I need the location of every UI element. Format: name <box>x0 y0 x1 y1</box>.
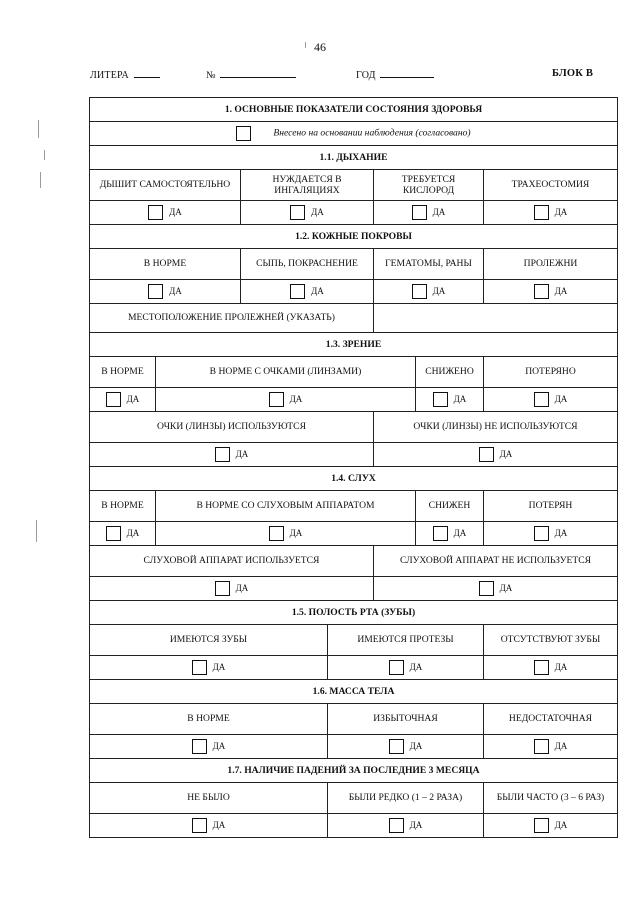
scan-mark <box>44 150 45 160</box>
mouth-yes-cell <box>90 656 328 680</box>
yes-label: ДА <box>289 528 303 539</box>
checkbox[interactable] <box>269 526 284 541</box>
breathing-title: 1.1. ДЫХАНИЕ <box>90 146 618 170</box>
hearing-aid-used-label: СЛУХОВОЙ АППАРАТ ИСПОЛЬЗУЕТСЯ <box>90 546 374 577</box>
yes-label: ДА <box>311 207 324 218</box>
glasses-used-label: ОЧКИ (ЛИНЗЫ) ИСПОЛЬЗУЮТСЯ <box>90 412 374 443</box>
falls-option-label: БЫЛИ ЧАСТО (3 – 6 РАЗ) <box>484 783 618 814</box>
breathing-option-label: ТРАХЕОСТОМИЯ <box>484 170 618 201</box>
scan-mark <box>40 172 41 188</box>
yes-label: ДА <box>499 449 513 460</box>
checkbox[interactable] <box>192 739 207 754</box>
checkbox[interactable] <box>192 818 207 833</box>
year-label: ГОД <box>356 70 376 81</box>
litera-field[interactable] <box>90 68 160 81</box>
checkbox[interactable] <box>433 392 448 407</box>
yes-label: ДА <box>212 820 226 831</box>
yes-label: ДА <box>409 662 423 673</box>
breathing-option-label: ТРЕБУЕТСЯ КИСЛОРОД <box>374 170 484 201</box>
yes-label: ДА <box>409 820 423 831</box>
vision-option-label: В НОРМЕ <box>90 357 156 388</box>
checkbox[interactable] <box>479 447 494 462</box>
yes-label: ДА <box>235 583 249 594</box>
mouth-title: 1.5. ПОЛОСТЬ РТА (ЗУБЫ) <box>90 601 618 625</box>
breathing-option-label: ДЫШИТ САМОСТОЯТЕЛЬНО <box>90 170 241 201</box>
vision-title: 1.3. ЗРЕНИЕ <box>90 333 618 357</box>
checkbox[interactable] <box>534 818 549 833</box>
checkbox[interactable] <box>412 205 427 220</box>
observation-checkbox[interactable] <box>236 126 251 141</box>
checkbox[interactable] <box>389 818 404 833</box>
checkbox[interactable] <box>534 660 549 675</box>
checkbox[interactable] <box>106 526 121 541</box>
checkbox[interactable] <box>479 581 494 596</box>
checkbox[interactable] <box>106 392 121 407</box>
checkbox[interactable] <box>534 526 549 541</box>
yes-label: ДА <box>432 286 446 297</box>
yes-label: ДА <box>169 286 182 297</box>
yes-label: ДА <box>554 741 568 752</box>
vision-option-label: СНИЖЕНО <box>416 357 484 388</box>
skin-option-label: ПРОЛЕЖНИ <box>484 249 618 280</box>
skin-option-label: СЫПЬ, ПОКРАСНЕНИЕ <box>241 249 374 280</box>
vision-yes-cell <box>484 388 618 412</box>
block-label: БЛОК В <box>552 68 594 79</box>
yes-label: ДА <box>432 207 446 218</box>
page-number: 46 <box>314 40 326 54</box>
yes-label: ДА <box>126 394 140 405</box>
mouth-yes-cell <box>328 656 484 680</box>
mouth-option-label: ИМЕЮТСЯ ПРОТЕЗЫ <box>328 625 484 656</box>
section-title: 1. ОСНОВНЫЕ ПОКАЗАТЕЛИ СОСТОЯНИЯ ЗДОРОВЬЯ <box>90 98 618 122</box>
hearing-option-label: ПОТЕРЯН <box>484 491 618 522</box>
glasses-used-yes-cell <box>90 443 374 467</box>
yes-label: ДА <box>453 394 467 405</box>
falls-yes-cell <box>90 814 328 838</box>
yes-label: ДА <box>212 662 226 673</box>
checkbox[interactable] <box>148 284 163 299</box>
litera-blank[interactable] <box>134 68 160 78</box>
yes-label: ДА <box>126 528 140 539</box>
skin-yes-cell <box>484 280 618 304</box>
hearing-yes-cell <box>416 522 484 546</box>
yes-label: ДА <box>499 583 513 594</box>
breathing-option-label: НУЖДАЕТСЯ В ИНГАЛЯЦИЯХ <box>241 170 374 201</box>
vision-yes-cell <box>156 388 416 412</box>
yes-label: ДА <box>554 394 568 405</box>
checkbox[interactable] <box>534 284 549 299</box>
falls-title: 1.7. НАЛИЧИЕ ПАДЕНИЙ ЗА ПОСЛЕДНИЕ 3 МЕСЯЦА <box>90 759 618 783</box>
yes-label: ДА <box>554 207 568 218</box>
yes-label: ДА <box>554 662 568 673</box>
yes-label: ДА <box>289 394 303 405</box>
yes-label: ДА <box>169 207 182 218</box>
checkbox[interactable] <box>215 447 230 462</box>
checkbox[interactable] <box>290 205 305 220</box>
number-label: № <box>206 70 216 81</box>
bedsore-location-input[interactable] <box>374 304 618 333</box>
falls-option-label: НЕ БЫЛО <box>90 783 328 814</box>
number-field[interactable] <box>206 68 296 81</box>
checkbox[interactable] <box>433 526 448 541</box>
hearing-option-label: В НОРМЕ СО СЛУХОВЫМ АППАРАТОМ <box>156 491 416 522</box>
checkbox[interactable] <box>290 284 305 299</box>
yes-label: ДА <box>554 528 568 539</box>
weight-option-label: ИЗБЫТОЧНАЯ <box>328 704 484 735</box>
year-field[interactable] <box>356 68 434 81</box>
yes-label: ДА <box>311 286 324 297</box>
weight-yes-cell <box>90 735 328 759</box>
hearing-option-label: В НОРМЕ <box>90 491 156 522</box>
glasses-not-used-label: ОЧКИ (ЛИНЗЫ) НЕ ИСПОЛЬЗУЮТСЯ <box>374 412 618 443</box>
breathing-yes-cell <box>241 201 374 225</box>
hearing-aid-not-used-label: СЛУХОВОЙ АППАРАТ НЕ ИСПОЛЬЗУЕТСЯ <box>374 546 618 577</box>
checkbox[interactable] <box>534 392 549 407</box>
checkbox[interactable] <box>148 205 163 220</box>
breathing-yes-cell <box>374 201 484 225</box>
checkbox[interactable] <box>215 581 230 596</box>
hearing-yes-cell <box>90 522 156 546</box>
weight-yes-cell <box>328 735 484 759</box>
weight-yes-cell <box>484 735 618 759</box>
weight-option-label: В НОРМЕ <box>90 704 328 735</box>
mouth-yes-cell <box>484 656 618 680</box>
checkbox[interactable] <box>192 660 207 675</box>
skin-title: 1.2. КОЖНЫЕ ПОКРОВЫ <box>90 225 618 249</box>
checkbox[interactable] <box>269 392 284 407</box>
hearing-option-label: СНИЖЕН <box>416 491 484 522</box>
checkbox[interactable] <box>389 660 404 675</box>
yes-label: ДА <box>453 528 467 539</box>
number-blank[interactable] <box>220 68 296 78</box>
falls-yes-cell <box>484 814 618 838</box>
checkbox[interactable] <box>412 284 427 299</box>
vision-option-label: В НОРМЕ С ОЧКАМИ (ЛИНЗАМИ) <box>156 357 416 388</box>
checkbox[interactable] <box>534 205 549 220</box>
yes-label: ДА <box>212 741 226 752</box>
observation-note <box>90 122 618 146</box>
mouth-option-label: ИМЕЮТСЯ ЗУБЫ <box>90 625 328 656</box>
hearing-yes-cell <box>156 522 416 546</box>
checkbox[interactable] <box>534 739 549 754</box>
skin-option-label: В НОРМЕ <box>90 249 241 280</box>
skin-yes-cell <box>90 280 241 304</box>
year-blank[interactable] <box>380 68 434 78</box>
breathing-yes-cell <box>90 201 241 225</box>
skin-option-label: ГЕМАТОМЫ, РАНЫ <box>374 249 484 280</box>
falls-option-label: БЫЛИ РЕДКО (1 – 2 РАЗА) <box>328 783 484 814</box>
hearing-aid-used-yes-cell <box>90 577 374 601</box>
vision-option-label: ПОТЕРЯНО <box>484 357 618 388</box>
health-indicators-form <box>89 97 618 838</box>
vision-yes-cell <box>90 388 156 412</box>
litera-label: ЛИТЕРА <box>90 70 129 81</box>
mouth-option-label: ОТСУТСТВУЮТ ЗУБЫ <box>484 625 618 656</box>
bedsore-location-label: МЕСТОПОЛОЖЕНИЕ ПРОЛЕЖНЕЙ (УКАЗАТЬ) <box>90 304 374 333</box>
weight-option-label: НЕДОСТАТОЧНАЯ <box>484 704 618 735</box>
yes-label: ДА <box>409 741 423 752</box>
hearing-yes-cell <box>484 522 618 546</box>
checkbox[interactable] <box>389 739 404 754</box>
skin-yes-cell <box>374 280 484 304</box>
scan-mark <box>36 520 37 542</box>
vision-yes-cell <box>416 388 484 412</box>
weight-title: 1.6. МАССА ТЕЛА <box>90 680 618 704</box>
hearing-aid-not-used-yes-cell <box>374 577 618 601</box>
yes-label: ДА <box>235 449 249 460</box>
breathing-yes-cell <box>484 201 618 225</box>
skin-yes-cell <box>241 280 374 304</box>
scan-mark <box>38 120 39 138</box>
observation-note-text: Внесено на основании наблюдения (согласовано) <box>273 127 471 139</box>
hearing-title: 1.4. СЛУХ <box>90 467 618 491</box>
glasses-not-used-yes-cell <box>374 443 618 467</box>
yes-label: ДА <box>554 820 568 831</box>
yes-label: ДА <box>554 286 568 297</box>
falls-yes-cell <box>328 814 484 838</box>
